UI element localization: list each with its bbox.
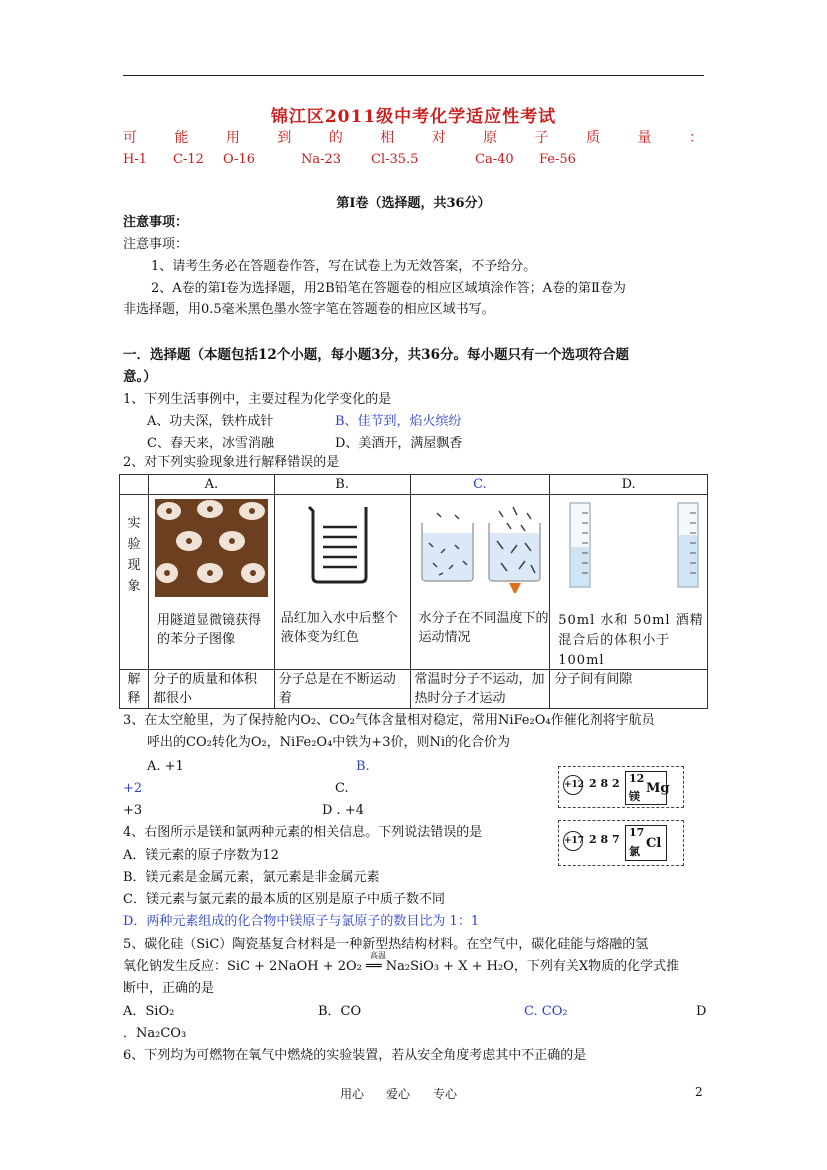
top-rule [123, 75, 704, 76]
q4-option-a: A．镁元素的原子序数为12 [123, 848, 279, 863]
q2-stem: 2、对下列实验现象进行解释错误的是 [123, 455, 340, 470]
graduated-cylinders-image [554, 499, 704, 591]
caption-a: 用隧道显微镜获得的苯分子图像 [156, 613, 261, 647]
q4-option-b: B．镁元素是金属元素，氯元素是非金属元素 [123, 870, 380, 885]
q5-option-a: A．SiO₂ [123, 1004, 175, 1019]
rule-1: 1、请考生务必在答题卷作答，写在试卷上为无效答案，不予给分。 [151, 259, 537, 274]
q1-stem: 1、下列生活事例中，主要过程为化学变化的是 [123, 392, 392, 407]
mass-label-char: 能 [174, 130, 189, 146]
caption-b: 品红加入水中后整个液体变为红色 [280, 611, 398, 645]
notice-heading: 注意事项： [123, 215, 189, 230]
explanation-c: 常温时分子不运动，加热时分子才运动 [410, 670, 550, 709]
q1-option-d: D、美酒开，满屋飘香 [335, 436, 463, 451]
mg-symbol: Mg [646, 781, 670, 796]
mass-label-char: 量 [637, 130, 652, 146]
footer-item-2: 爱心 [386, 1087, 411, 1101]
caption-d: 50ml 水和 50ml 酒精混合后的体积小于100ml [558, 613, 704, 668]
mass-label-char: 子 [534, 130, 549, 146]
mass-value: C-12 [173, 152, 204, 167]
mass-label-char: 相 [380, 130, 395, 146]
mass-label-char: 质 [586, 130, 601, 146]
q5-option-d: D [696, 1004, 707, 1019]
q1-option-b: B、佳节到，焰火缤纷 [335, 414, 462, 429]
mg-nucleus: +12 [563, 775, 583, 795]
q5-option-d-value: ．Na₂CO₃ [123, 1026, 187, 1041]
header-d: D. [550, 475, 708, 495]
footer-item-3: 专心 [433, 1087, 458, 1101]
mass-label-char: 用 [225, 130, 240, 146]
q5-stem-end: 断中，正确的是 [123, 981, 215, 996]
cl-name: 氯 [629, 845, 640, 858]
q2-table [119, 474, 708, 709]
mg-shells: 2 8 2 [589, 777, 620, 790]
notice-label: 注意事项： [123, 237, 189, 252]
cl-shells: 2 8 7 [589, 833, 620, 846]
row-label-explanation: 解释 [120, 670, 149, 709]
q5-option-b: B．CO [318, 1004, 362, 1019]
mass-label-char: 对 [431, 130, 446, 146]
mass-label-char: ： [688, 130, 703, 146]
cl-tile [625, 825, 667, 861]
q3-option-b: B. [356, 759, 370, 774]
q3-option-a: A. +1 [147, 759, 184, 774]
mass-value: Na-23 [301, 152, 342, 167]
exam-title: 锦江区2011级中考化学适应性考试 [270, 107, 557, 127]
part1-heading-cont: 意。） [123, 369, 157, 385]
header-b: B. [274, 475, 410, 495]
mass-label-char: 可 [123, 130, 137, 146]
q5-stem: 5、碳化硅（SiC）陶瓷基复合材料是一种新型热结构材料。在空气中，碳化硅能与熔融的氢 [123, 937, 649, 952]
row-label-phenomenon: 实验现象 [120, 495, 149, 670]
q1-option-c: C、春天来，冰雪消融 [147, 436, 274, 451]
page-number: 2 [695, 1085, 703, 1099]
mass-value: Cl-35.5 [371, 152, 419, 167]
mass-label-char: 的 [328, 130, 343, 146]
mg-name: 镁 [629, 790, 640, 803]
q4-option-d: D．两种元素组成的化合物中镁原子与氯原子的数目比为 1：1 [123, 914, 480, 929]
mass-label-char: 原 [483, 130, 498, 146]
atomic-mass-label [123, 127, 703, 147]
cl-number: 17 [629, 826, 645, 839]
mg-info-box [558, 766, 684, 808]
rule-2: 2、A卷的第Ⅰ卷为选择题，用2B铅笔在答题卷的相应区域填涂作答；A卷的第Ⅱ卷为 [151, 281, 626, 296]
q3-stem-cont: 呼出的CO₂转化为O₂，NiFe₂O₄中铁为+3价，则Ni的化合价为 [147, 735, 510, 750]
mass-value: Fe-56 [539, 152, 576, 167]
q3-option-d: D . +4 [322, 803, 364, 818]
explanation-b: 分子总是在不断运动着 [274, 670, 410, 709]
mass-value: H-1 [123, 152, 148, 167]
q5-option-c: C. CO₂ [524, 1004, 568, 1019]
caption-c: 水分子在不同温度下的运动情况 [418, 611, 549, 645]
mg-tile [625, 771, 670, 805]
mass-label-char: 到 [277, 130, 292, 146]
q4-option-c: C．镁元素与氯元素的最本质的区别是原子中质子数不同 [123, 892, 445, 907]
explanation-d: 分子间有间隙 [550, 670, 708, 709]
part1-heading: 一．选择题（本题包括12个小题，每小题3分，共36分。每小题只有一个选项符合题 [123, 347, 629, 363]
mass-value: Ca-40 [475, 152, 514, 167]
q4-stem: 4、右图所示是镁和氯两种元素的相关信息。下列说法错误的是 [123, 825, 483, 840]
footer-item-1: 用心 [340, 1087, 365, 1101]
rule-2-cont: 非选择题，用0.5毫米黑色墨水签字笔在答题卷的相应区域书写。 [123, 302, 495, 317]
explanation-a: 分子的质量和体积都很小 [148, 670, 274, 709]
q3-option-c-value: +3 [123, 803, 143, 818]
beaker-icon [303, 503, 375, 585]
header-c: C. [410, 475, 550, 495]
benzene-stm-image [155, 499, 268, 597]
q6-stem: 6、下列均为可燃物在氧气中燃烧的实验装置，若从安全角度考虑其中不正确的是 [123, 1048, 587, 1063]
cl-info-box [558, 820, 684, 866]
water-molecules-image [417, 503, 547, 593]
q3-option-b-value: +2 [123, 781, 143, 796]
header-a: A. [148, 475, 274, 495]
q3-stem: 3、在太空舱里，为了保持舱内O₂、CO₂气体含量相对稳定，常用NiFe₂O₄作催化剂将宇航员 [123, 713, 655, 728]
cl-symbol: Cl [646, 836, 662, 851]
q5-condition: 高温 [370, 951, 386, 960]
mass-value: O-16 [223, 152, 256, 167]
cl-nucleus: +17 [563, 831, 583, 851]
section-title: 第Ⅰ卷（选择题，共36分） [336, 196, 491, 211]
q3-option-c: C. [335, 781, 349, 796]
q5-stem-cont: 氧化钠发生反应：SiC + 2NaOH + 2O₂ ══ Na₂SiO₃ + X + H₂O，下列有关X物质的化学式推 [123, 959, 680, 974]
q1-option-a: A、功夫深，铁杵成针 [147, 414, 274, 429]
mg-number: 12 [629, 772, 645, 785]
